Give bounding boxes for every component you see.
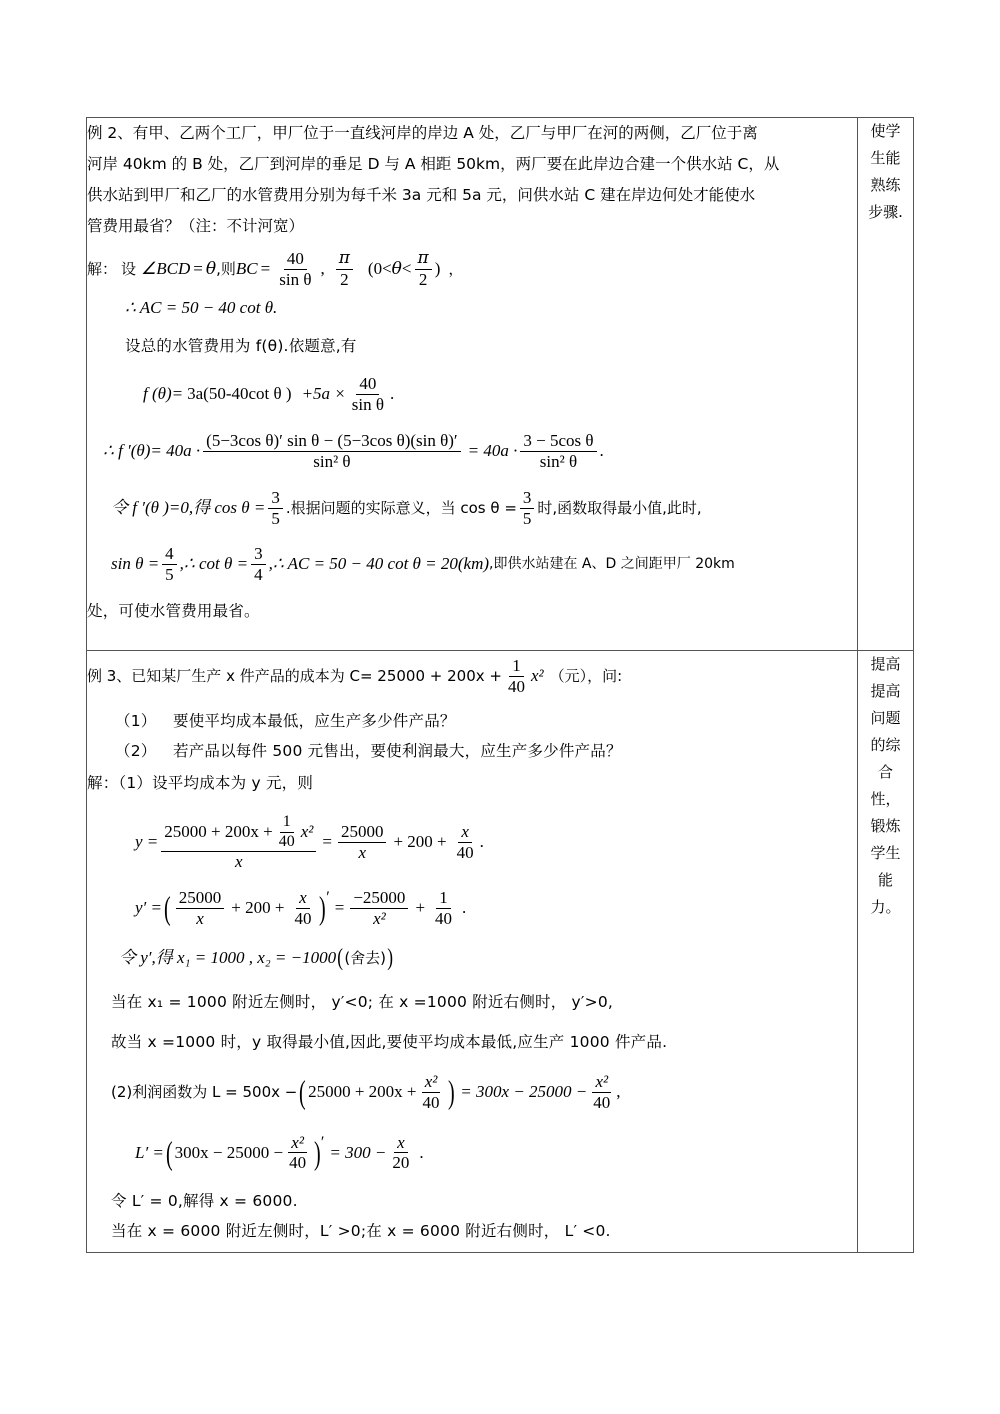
bc-fraction: [276, 250, 314, 289]
example-3-profit-function: [111, 1073, 857, 1112]
period: .: [599, 441, 604, 461]
left-paren: (: [299, 1074, 307, 1110]
inner-fraction-1: [176, 889, 225, 928]
fraction-numerator: 25000: [176, 889, 225, 909]
inner-plus-200: + 200 +: [231, 898, 285, 918]
fraction-denominator: 40: [422, 1092, 440, 1112]
fraction-denominator: x²: [373, 909, 386, 929]
then-label: ,则: [216, 260, 236, 279]
fraction-denominator: 2: [340, 269, 349, 289]
result-plus-200: + 200 +: [393, 832, 447, 852]
example-3-subitem-2: [87, 736, 857, 766]
subitem-text: 若产品以每件 500 元售出，要使利润最大，应生产多少件产品？: [173, 741, 622, 760]
range-close: ): [434, 259, 441, 278]
example-3-solution-label: 解：（1）设平均成本为 y 元，则: [87, 773, 314, 792]
y-lhs: y =: [135, 832, 159, 852]
example-3-sign-analysis: 当在 x₁ = 1000 附近左侧时， y′<0; 在 x =1000 附近右侧时， y′>0,: [111, 992, 614, 1011]
lprime-inner-lead: 300x − 25000 −: [174, 1142, 284, 1162]
fraction-numerator: 1: [280, 814, 294, 833]
problem-line: 供水站到甲厂和乙厂的水管费用分别为每千米 3a 元和 5a 元，问供水站 C 建在岸边何处才能使水: [87, 186, 756, 204]
inner-fraction: [286, 1134, 309, 1173]
plus-sign: +: [415, 898, 426, 918]
problem-lead-text: 例 3、已知某厂生产 x 件产品的成本为 C= 25000 + 200x +: [87, 667, 502, 686]
derivative-fraction: [203, 432, 461, 471]
three-quarters-fraction: [251, 545, 266, 584]
fraction-denominator: 40: [294, 909, 312, 929]
four-fifths-fraction: [162, 545, 177, 584]
right-paren: ): [447, 1074, 455, 1110]
example-2-solve-cos: [111, 489, 857, 528]
example-2-ac-line: [125, 299, 857, 318]
result-fraction-1: [338, 823, 387, 862]
derivative-lhs: ∴ f ′(θ)= 40a ·: [103, 441, 201, 461]
three-fifths-fraction-2: [520, 489, 535, 528]
theta-symbol: θ: [205, 259, 217, 279]
cot-theta-label: ,∴ cot θ =: [179, 554, 249, 574]
example-2-derivative: [103, 432, 857, 471]
pi-over-two-fraction: [336, 250, 353, 289]
ac-result: ,∴ AC = 50 − 40 cot θ = 20: [268, 554, 458, 574]
example-3-roots: [119, 943, 857, 971]
problem-lead-tail: （元），问:: [549, 667, 623, 686]
subitem-text: 要使平均成本最低，应生产多少件产品？: [173, 711, 456, 730]
angle-bcd: ∠BCD: [141, 259, 191, 278]
problem-line: 例 2、有甲、乙两个工厂，甲厂位于一直线河岸的岸边 A 处，乙厂与甲厂在河的两侧，乙厂位于离: [87, 124, 758, 142]
right-paren: ): [387, 943, 394, 971]
set-label: 设: [121, 260, 137, 279]
fraction-denominator: 20: [392, 1153, 410, 1173]
right-paren: ): [314, 1134, 321, 1171]
inner-fraction: [276, 814, 298, 851]
left-paren: (: [165, 1134, 173, 1171]
numerator-lead: 25000 + 200x +: [164, 822, 273, 842]
inner-fraction-2: [291, 889, 314, 928]
x-squared: x²: [300, 822, 314, 842]
fraction-numerator: x²: [288, 1134, 307, 1154]
example-2-f-definition: [143, 375, 857, 414]
equals-sign: =: [260, 259, 271, 278]
example-3-average-cost: [135, 814, 857, 871]
comma: ,: [616, 1081, 621, 1101]
fraction-numerator: 3: [268, 489, 283, 509]
example-2-note-cell: [857, 118, 913, 651]
fraction-denominator: x: [235, 852, 243, 872]
fraction-denominator: 40: [278, 832, 295, 850]
fraction-numerator: −25000: [350, 889, 408, 909]
equals-sign: =: [193, 259, 203, 278]
theta-symbol: θ: [391, 259, 402, 279]
subitem-marker: （2）: [115, 741, 157, 760]
profit-eq: = 300x − 25000 −: [460, 1081, 588, 1101]
fraction-denominator: sin² θ: [539, 451, 578, 471]
example-2-solution-line-1: [87, 250, 857, 289]
trailing-comma: ，: [448, 260, 464, 279]
example-3-sign-analysis-2: 当在 x = 6000 附近左侧时，L′ >0;在 x = 6000 附近右侧时， L′ <0.: [111, 1222, 611, 1241]
example-3-profit-derivative: [135, 1134, 857, 1173]
period: .: [419, 1142, 424, 1162]
fraction-denominator: sin θ: [351, 395, 385, 415]
profit-lead: (2)利润函数为 L = 500x −: [111, 1082, 298, 1101]
fraction-numerator: 4: [162, 545, 177, 565]
example-3-problem-lead: [87, 657, 857, 696]
table-row: [87, 651, 914, 1253]
fraction-denominator: 40: [435, 909, 453, 929]
lesson-plan-table: [86, 117, 914, 1253]
lprime-lhs: L′ =: [135, 1142, 164, 1162]
fraction-numerator: [161, 814, 316, 853]
example-2-problem: [87, 118, 857, 242]
three-fifths-fraction: [268, 489, 283, 528]
x-squared: x²: [530, 666, 544, 686]
roots-text: 令 y′,得 x₁ = 1000 , x₂ = −1000: [119, 948, 337, 968]
comma: ,: [320, 259, 325, 278]
result-fraction-2: [432, 889, 455, 928]
range-open: (0<: [367, 259, 392, 278]
solution-label: 解：: [87, 260, 118, 279]
fraction-numerator: 25000: [338, 823, 387, 843]
teaching-note: 提高提高问题的综合性，锻炼学生能力。: [870, 655, 901, 917]
fraction-denominator: 4: [254, 565, 263, 585]
example-2-conclusion: 处，可使水管费用最省。: [87, 602, 260, 621]
problem-line: 河岸 40km 的 B 处，乙厂到河岸的垂足 D 与 A 相距 50km，两厂要在此岸边合建一个供水站 C，从: [87, 155, 780, 173]
derivative-eq: = 40a ·: [467, 441, 518, 461]
fraction-denominator: x: [358, 843, 366, 863]
example-3-content-cell: [87, 651, 858, 1253]
example-3-solve-lprime: 令 L′ = 0,解得 x = 6000.: [111, 1192, 298, 1211]
fraction-numerator: π: [336, 250, 353, 270]
equals-sign: =: [322, 832, 332, 852]
result-fraction-2: [454, 823, 477, 862]
prime-mark: ′: [325, 889, 329, 907]
discard-note: (舍去): [344, 949, 387, 968]
derivative-simplified-fraction: [520, 432, 596, 471]
fraction-denominator: x: [196, 909, 204, 929]
one-fortieth-fraction: [505, 657, 528, 696]
solve-prefix: 令 f ′(θ )=0,得 cos θ =: [111, 497, 266, 517]
fraction-denominator: sin θ: [279, 269, 312, 289]
example-2-final-answer: [111, 545, 857, 584]
equals-sign: =: [334, 898, 345, 918]
fraction-denominator: sin² θ: [313, 451, 351, 471]
yprime-lhs: y′ =: [135, 898, 162, 918]
fraction-denominator: 5: [522, 508, 532, 528]
left-paren: (: [337, 943, 344, 971]
table-row: [87, 118, 914, 651]
period: .: [390, 384, 395, 404]
fraction-denominator: 2: [418, 269, 428, 289]
sin-theta-label: sin θ =: [111, 554, 160, 574]
inner-fraction: [420, 1073, 443, 1112]
range-pi-fraction: [415, 250, 432, 289]
fraction-numerator: 3: [520, 489, 535, 509]
example-2-cost-statement: 设总的水管费用为 f(θ).依题意,有: [125, 337, 357, 356]
example-3-subitem-1: [87, 706, 857, 736]
lprime-eq: = 300 −: [329, 1142, 387, 1162]
fraction-numerator: 1: [436, 889, 451, 909]
fraction-numerator: x: [394, 1134, 408, 1154]
fraction-numerator: 40: [356, 375, 379, 395]
example-3-derivative: [135, 889, 857, 928]
fraction-numerator: π: [415, 250, 432, 270]
fraction-numerator: x²: [422, 1073, 441, 1093]
example-3-note-cell: [857, 651, 913, 1253]
fraction-denominator: 5: [165, 565, 174, 585]
period: .: [462, 898, 467, 918]
cost-term-b: +5a ×: [301, 384, 346, 404]
cost-fraction: [349, 375, 387, 414]
result-fraction: [389, 1134, 412, 1173]
left-paren: (: [164, 890, 171, 927]
fraction-denominator: 40: [593, 1092, 611, 1112]
problem-line: 管费用最省？（注：不计河宽）: [87, 217, 305, 235]
cost-term-a: 3a(50-40cot θ ): [187, 384, 292, 404]
ac-equation: ∴ AC = 50 − 40 cot θ.: [125, 297, 278, 317]
fraction-numerator: (5−3cos θ)′ sin θ − (5−3cos θ)(sin θ)′: [203, 432, 461, 452]
result-fraction-1: [350, 889, 408, 928]
right-paren: ): [319, 890, 327, 927]
fraction-numerator: x: [458, 823, 472, 843]
fraction-numerator: x²: [592, 1073, 611, 1093]
fraction-denominator: 40: [456, 843, 474, 863]
km-unit: (km): [457, 554, 490, 574]
subitem-marker: （1）: [115, 711, 157, 730]
fraction-numerator: 40: [284, 250, 307, 270]
prime-mark: ′: [319, 1133, 324, 1151]
fraction-denominator: 40: [507, 676, 525, 696]
fraction-denominator: 5: [271, 508, 280, 528]
fraction-numerator: 1: [509, 657, 524, 677]
less-than-sign: <: [401, 259, 412, 278]
profit-inner-lead: 25000 + 200x +: [308, 1081, 417, 1101]
fraction-numerator: x: [296, 889, 310, 909]
bc-symbol: BC: [235, 259, 258, 278]
fraction-numerator: 3: [251, 545, 266, 565]
fraction-denominator: 40: [289, 1153, 307, 1173]
average-cost-fraction: [161, 814, 316, 871]
fraction-numerator: 3 − 5cos θ: [520, 432, 596, 452]
result-fraction: [590, 1073, 613, 1112]
f-theta-lhs: f (θ)=: [143, 384, 184, 404]
period: .: [479, 832, 484, 852]
teaching-note: 使学生能熟练步骤.: [868, 122, 903, 221]
example-2-content-cell: [87, 118, 858, 651]
solve-suffix: 时,函数取得最小值,此时,: [537, 498, 702, 517]
example-3-conclusion-1: 故当 x =1000 时，y 取得最小值,因此,要使平均成本最低,应生产 1000 件产品.: [111, 1032, 668, 1051]
solve-middle: .根据问题的实际意义，当 cos θ =: [285, 498, 517, 517]
answer-text: ,即供水站建在 A、D 之间距甲厂 20km: [489, 556, 735, 573]
